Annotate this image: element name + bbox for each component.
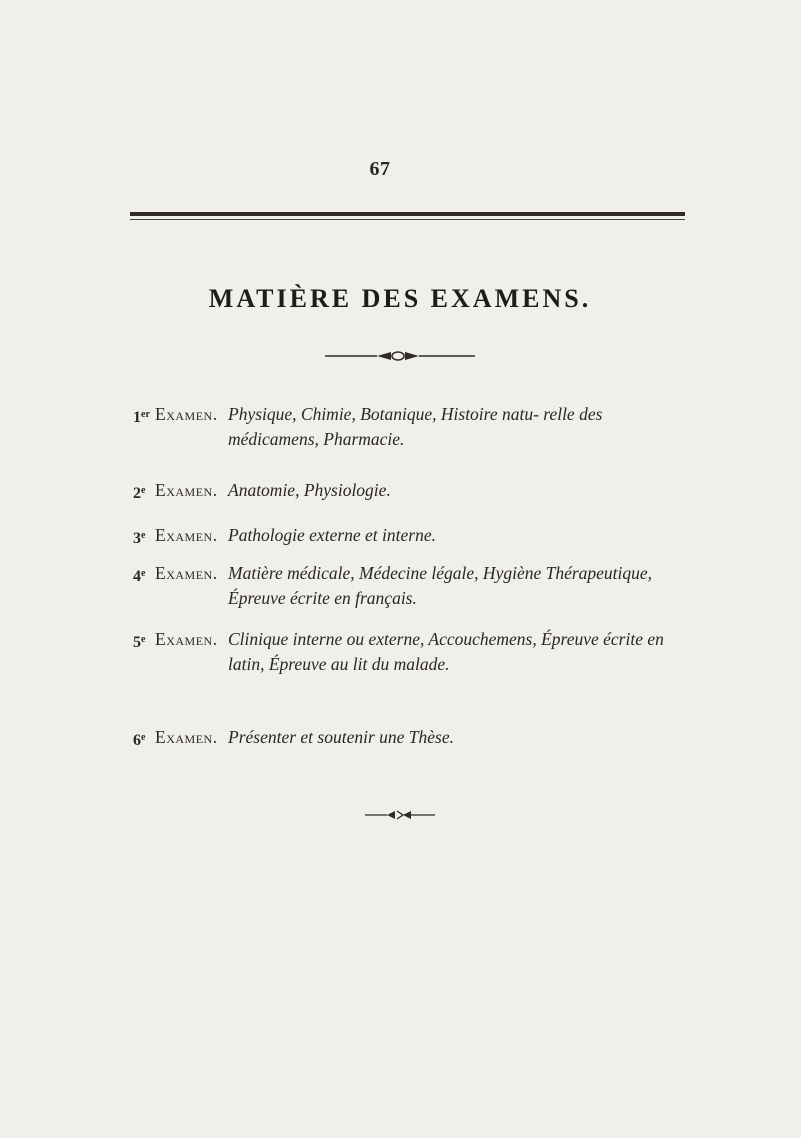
- exam-label: Examen.: [155, 563, 218, 583]
- header-rule-thick: [130, 212, 685, 216]
- exam-label: Examen.: [155, 480, 218, 500]
- exam-number: 1er: [133, 409, 150, 426]
- exam-subjects: Présenter et soutenir une Thèse.: [228, 727, 454, 747]
- exam-subjects: Physique, Chimie, Botanique, Histoire natu- relle des médicamens, Pharmacie.: [228, 404, 603, 449]
- exam-label: Examen.: [155, 727, 218, 747]
- exam-subjects: Clinique interne ou externe, Accouchemens, Épreuve écrite en latin, Épreuve au lit du malade.: [228, 629, 664, 674]
- ornament-tailpiece-icon: [365, 810, 435, 820]
- exam-subjects: Matière médicale, Médecine légale, Hygiène Thérapeutique, Épreuve écrite en français.: [228, 563, 653, 608]
- exam-subjects: Anatomie, Physiologie.: [228, 480, 391, 500]
- exam-number: 4e: [133, 568, 146, 585]
- ornament-divider-icon: [325, 350, 475, 362]
- exam-number: 5e: [133, 634, 146, 651]
- page-title: MATIÈRE DES EXAMENS.: [208, 284, 592, 313]
- exam-number: 6e: [133, 732, 146, 749]
- exam-number: 2e: [133, 485, 146, 502]
- exam-label: Examen.: [155, 525, 218, 545]
- exam-number: 3e: [133, 530, 146, 547]
- header-rule-thin: [130, 219, 685, 220]
- exam-subjects: Pathologie externe et interne.: [228, 525, 436, 545]
- exam-label: Examen.: [155, 629, 218, 649]
- page-number: 67: [369, 158, 391, 180]
- exam-label: Examen.: [155, 404, 218, 424]
